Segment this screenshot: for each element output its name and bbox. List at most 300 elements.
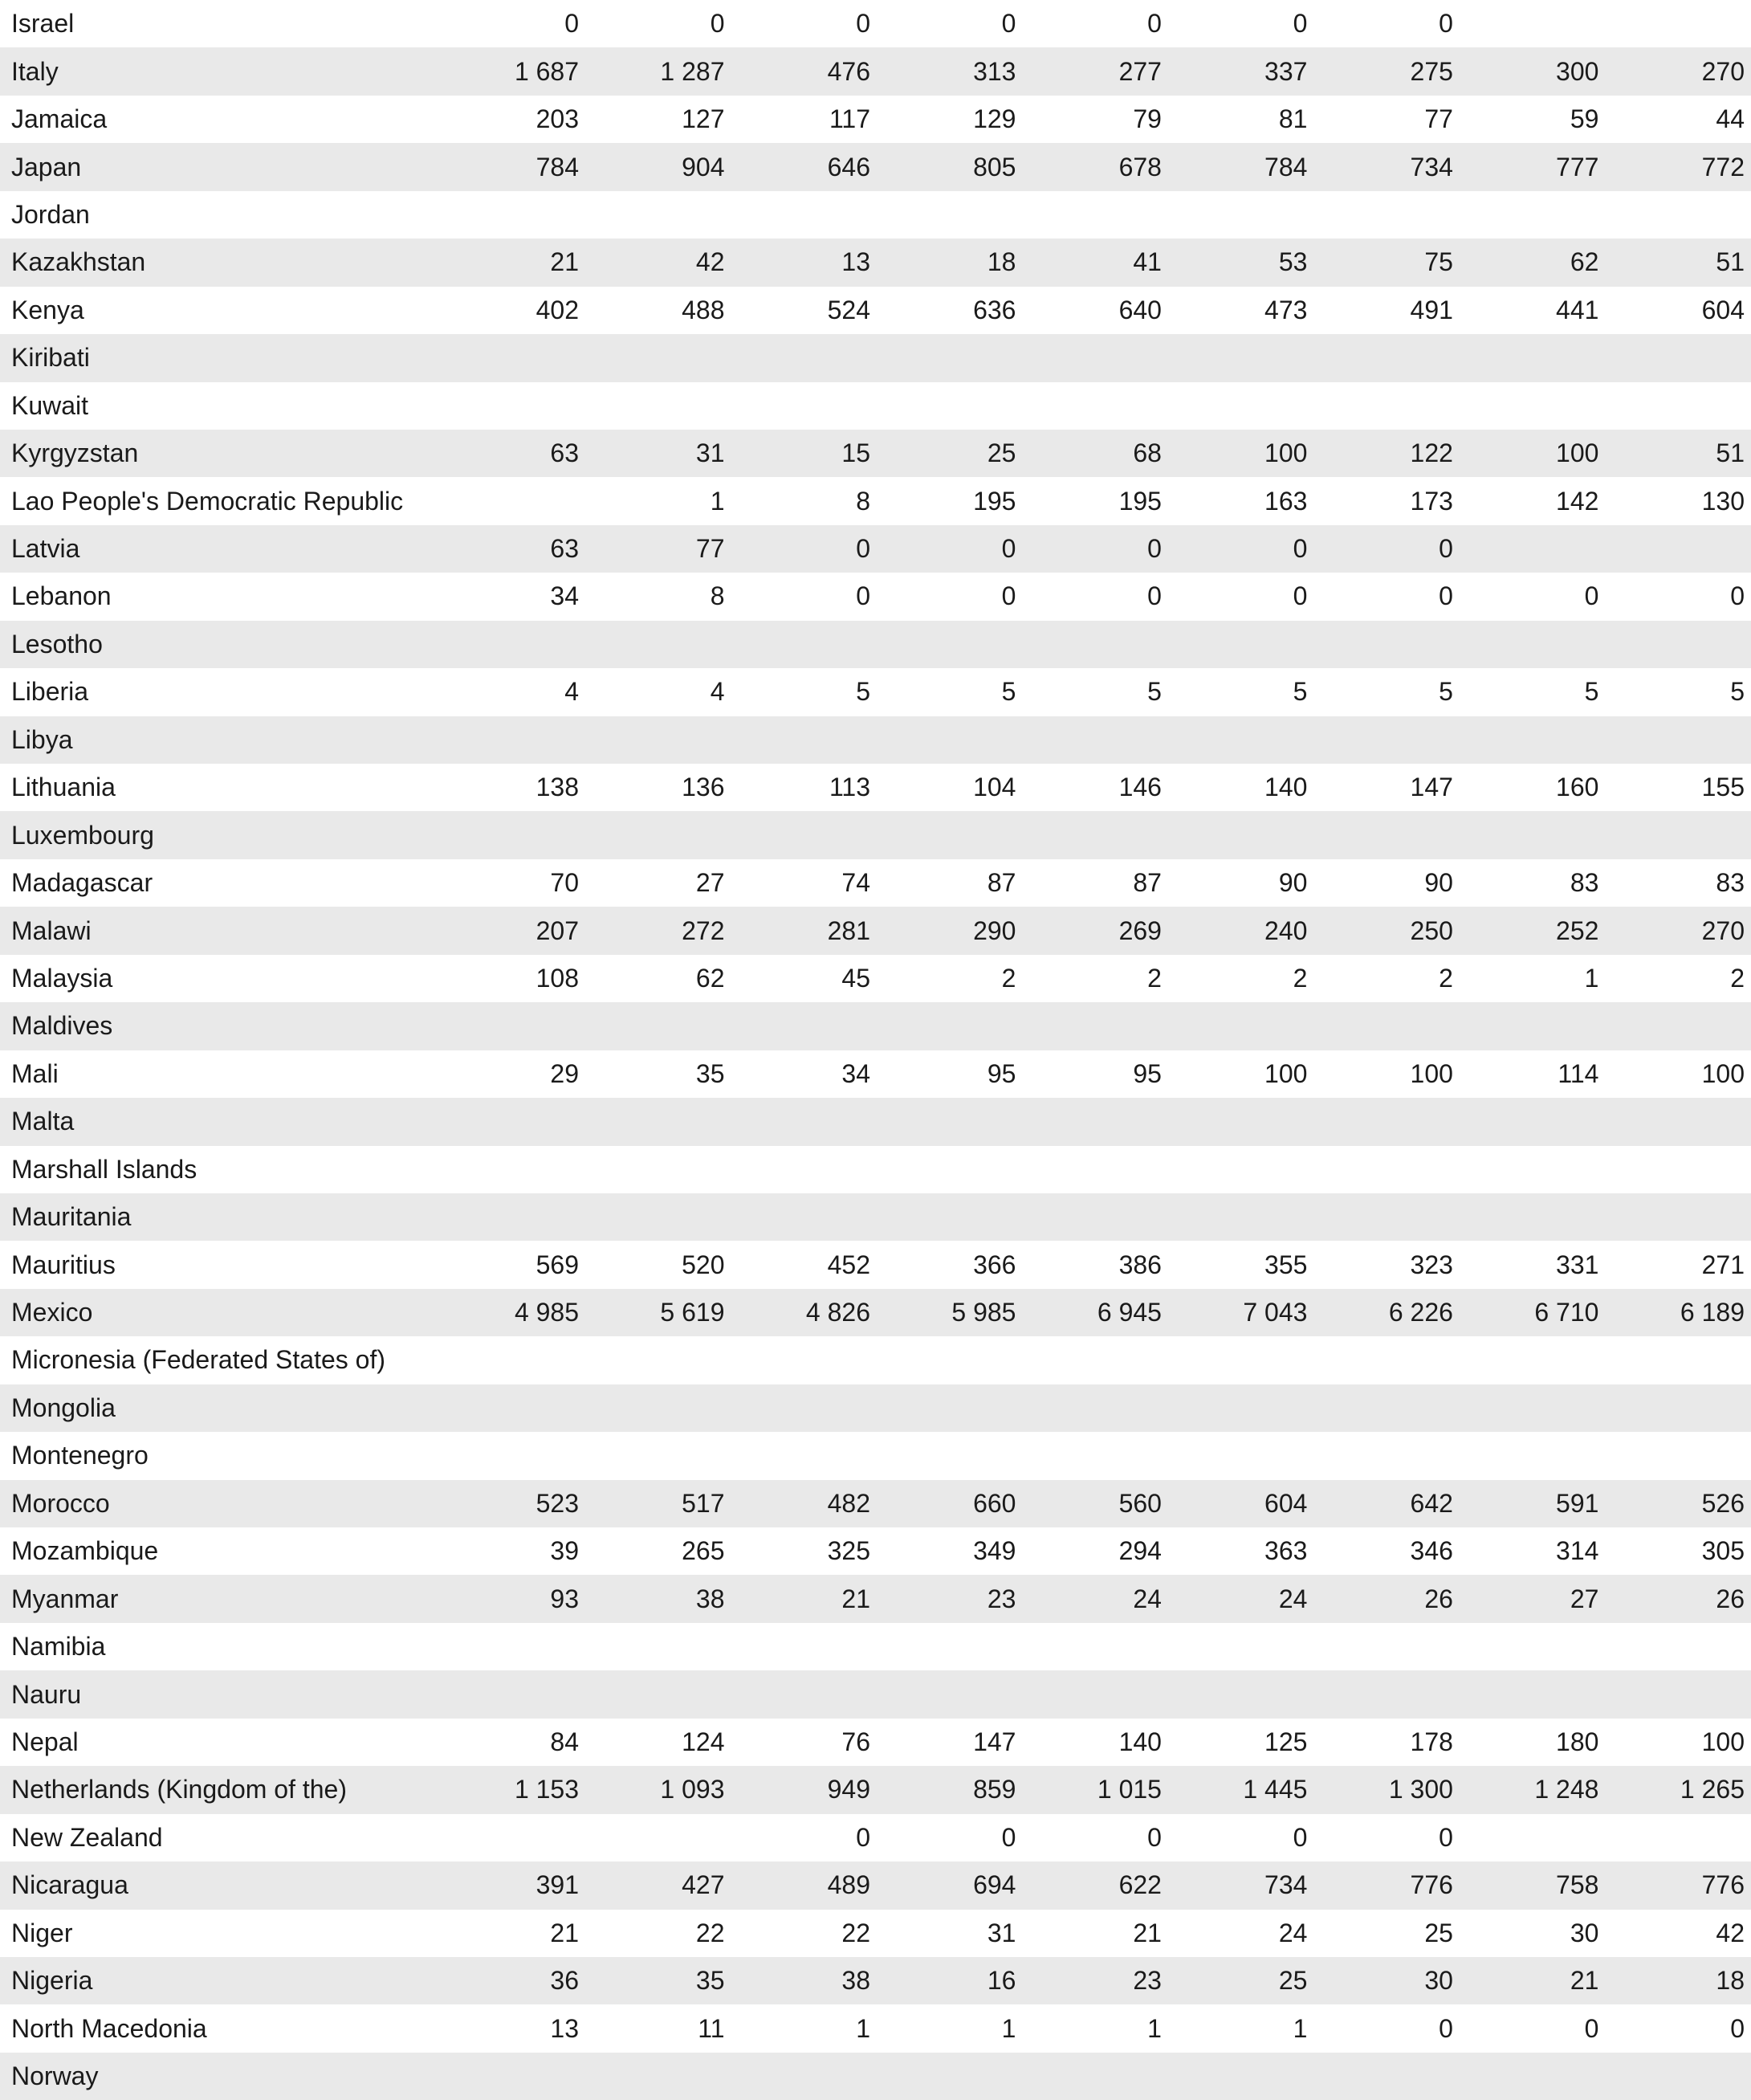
value-cell: 24 xyxy=(1278,1584,1308,1613)
value-cell: 0 xyxy=(1001,9,1016,39)
value-cell xyxy=(1022,1670,1167,1718)
value-cell: 180 xyxy=(1556,1727,1599,1756)
value-cell: 491 xyxy=(1410,295,1453,324)
value-cell: 271 xyxy=(1701,1250,1745,1279)
value-cell xyxy=(1605,1002,1751,1050)
value-cell: 240 xyxy=(1264,915,1308,945)
value-cell: 24 xyxy=(1133,1584,1162,1613)
value-cell: 136 xyxy=(682,773,725,802)
value-cell xyxy=(1313,621,1459,668)
value-cell xyxy=(1460,382,1605,430)
value-cell xyxy=(440,382,585,430)
table-row xyxy=(0,143,1751,190)
value-cell xyxy=(1605,2053,1751,2100)
country-cell: Nicaragua xyxy=(11,1870,128,1900)
table-row xyxy=(0,1002,1751,1050)
value-cell: 402 xyxy=(535,295,580,324)
value-cell: 63 xyxy=(550,438,580,468)
value-cell: 34 xyxy=(841,1058,870,1088)
value-cell xyxy=(1460,2053,1605,2100)
value-cell: 1 248 xyxy=(1534,1775,1599,1804)
value-cell: 30 xyxy=(1570,1918,1599,1947)
country-cell: Libya xyxy=(11,724,73,754)
country-cell: Malta xyxy=(11,1107,75,1136)
country-cell: Lebanon xyxy=(11,581,112,611)
table-row xyxy=(0,1480,1751,1527)
value-cell xyxy=(585,1098,731,1145)
table-row xyxy=(0,47,1751,95)
value-cell: 0 xyxy=(1147,581,1162,611)
table-row xyxy=(0,1670,1751,1718)
value-cell xyxy=(1022,1146,1167,1193)
value-cell: 6 226 xyxy=(1388,1298,1453,1327)
value-cell xyxy=(440,334,585,381)
value-cell: 77 xyxy=(1424,104,1453,134)
value-cell: 0 xyxy=(1439,2013,1453,2043)
table-row xyxy=(0,477,1751,524)
value-cell: 130 xyxy=(1701,486,1745,516)
value-cell xyxy=(1022,621,1167,668)
country-cell: Kiribati xyxy=(11,343,90,373)
country-cell: Latvia xyxy=(11,534,80,564)
country-cell: Liberia xyxy=(11,677,89,707)
value-cell: 18 xyxy=(1716,1966,1745,1996)
country-cell: Italy xyxy=(11,56,59,86)
value-cell: 100 xyxy=(1556,438,1599,468)
country-cell: Myanmar xyxy=(11,1584,119,1613)
value-cell: 81 xyxy=(1278,104,1308,134)
value-cell xyxy=(585,191,731,239)
value-cell: 68 xyxy=(1133,438,1162,468)
value-cell: 0 xyxy=(1439,534,1453,564)
value-cell: 355 xyxy=(1264,1250,1308,1279)
value-cell: 23 xyxy=(987,1584,1016,1613)
value-cell: 524 xyxy=(827,295,870,324)
value-cell: 13 xyxy=(550,2013,580,2043)
value-cell xyxy=(731,1432,877,1479)
value-cell xyxy=(1605,1623,1751,1670)
value-cell: 441 xyxy=(1556,295,1599,324)
value-cell: 294 xyxy=(1118,1536,1162,1566)
value-cell: 646 xyxy=(827,152,870,181)
table-row xyxy=(0,1289,1751,1336)
value-cell: 22 xyxy=(841,1918,870,1947)
value-cell: 21 xyxy=(841,1584,870,1613)
value-cell: 859 xyxy=(973,1775,1016,1804)
value-cell xyxy=(731,1623,877,1670)
value-cell: 108 xyxy=(535,963,580,993)
value-cell: 1 xyxy=(1001,2013,1016,2043)
value-cell xyxy=(1022,1336,1167,1384)
table-row xyxy=(0,1575,1751,1622)
value-cell xyxy=(1022,2053,1167,2100)
value-cell xyxy=(877,716,1022,764)
value-cell xyxy=(1460,1098,1605,1145)
value-cell xyxy=(585,334,731,381)
value-cell: 63 xyxy=(550,534,580,564)
table-row xyxy=(0,1146,1751,1193)
value-cell: 5 xyxy=(1001,677,1016,707)
value-cell: 636 xyxy=(973,295,1016,324)
value-cell: 4 xyxy=(710,677,725,707)
value-cell: 1 xyxy=(710,486,725,516)
value-cell: 386 xyxy=(1118,1250,1162,1279)
value-cell: 5 xyxy=(1147,677,1162,707)
value-cell: 51 xyxy=(1716,438,1745,468)
value-cell: 325 xyxy=(827,1536,870,1566)
value-cell: 0 xyxy=(1730,581,1745,611)
value-cell: 482 xyxy=(827,1488,870,1518)
country-cell: Israel xyxy=(11,9,75,39)
value-cell: 904 xyxy=(682,152,725,181)
value-cell xyxy=(1605,1814,1751,1861)
value-cell: 122 xyxy=(1410,438,1453,468)
value-cell xyxy=(1022,716,1167,764)
value-cell xyxy=(877,1432,1022,1479)
value-cell: 569 xyxy=(535,1250,580,1279)
value-cell xyxy=(585,1336,731,1384)
value-cell: 6 710 xyxy=(1534,1298,1599,1327)
value-cell: 604 xyxy=(1264,1488,1308,1518)
value-cell: 23 xyxy=(1133,1966,1162,1996)
value-cell: 2 xyxy=(1147,963,1162,993)
value-cell: 21 xyxy=(550,247,580,277)
value-cell: 75 xyxy=(1424,247,1453,277)
country-cell: Lao People's Democratic Republic xyxy=(11,486,404,516)
value-cell: 1 015 xyxy=(1097,1775,1162,1804)
value-cell: 160 xyxy=(1556,773,1599,802)
country-cell: Kazakhstan xyxy=(11,247,146,277)
value-cell: 0 xyxy=(1293,534,1308,564)
value-cell xyxy=(585,811,731,858)
value-cell: 604 xyxy=(1701,295,1745,324)
table-row xyxy=(0,334,1751,381)
value-cell xyxy=(877,1670,1022,1718)
value-cell: 0 xyxy=(1584,2013,1599,2043)
value-cell: 0 xyxy=(1293,9,1308,39)
value-cell xyxy=(440,1193,585,1241)
value-cell: 0 xyxy=(710,9,725,39)
value-cell: 35 xyxy=(695,1058,725,1088)
value-cell: 90 xyxy=(1424,868,1453,898)
table-row xyxy=(0,955,1751,1002)
value-cell: 776 xyxy=(1701,1870,1745,1900)
value-cell: 5 619 xyxy=(660,1298,725,1327)
value-cell xyxy=(1168,1384,1313,1432)
value-cell: 305 xyxy=(1701,1536,1745,1566)
table-row xyxy=(0,1861,1751,1909)
value-cell xyxy=(1460,334,1605,381)
value-cell xyxy=(731,1193,877,1241)
value-cell xyxy=(1313,1623,1459,1670)
value-cell xyxy=(440,477,585,524)
value-cell: 473 xyxy=(1264,295,1308,324)
table-row xyxy=(0,96,1751,143)
value-cell: 2 xyxy=(1293,963,1308,993)
value-cell xyxy=(1022,811,1167,858)
value-cell xyxy=(1605,1146,1751,1193)
country-cell: Netherlands (Kingdom of the) xyxy=(11,1775,347,1804)
value-cell: 6 945 xyxy=(1097,1298,1162,1327)
value-cell xyxy=(731,716,877,764)
value-cell: 125 xyxy=(1264,1727,1308,1756)
value-cell: 87 xyxy=(1133,868,1162,898)
value-cell: 62 xyxy=(1570,247,1599,277)
value-cell xyxy=(1313,1098,1459,1145)
value-cell xyxy=(731,1336,877,1384)
table-row xyxy=(0,1910,1751,1957)
value-cell xyxy=(1313,1670,1459,1718)
value-cell xyxy=(731,191,877,239)
table-row xyxy=(0,811,1751,858)
value-cell: 5 xyxy=(1293,677,1308,707)
value-cell: 24 xyxy=(1278,1918,1308,1947)
value-cell xyxy=(731,811,877,858)
table-row xyxy=(0,668,1751,716)
value-cell xyxy=(440,1098,585,1145)
table-row xyxy=(0,382,1751,430)
value-cell: 391 xyxy=(535,1870,580,1900)
value-cell: 83 xyxy=(1716,868,1745,898)
value-cell: 31 xyxy=(987,1918,1016,1947)
value-cell: 784 xyxy=(1264,152,1308,181)
country-cell: Jordan xyxy=(11,199,90,229)
value-cell: 83 xyxy=(1570,868,1599,898)
value-cell: 366 xyxy=(973,1250,1016,1279)
value-cell: 84 xyxy=(550,1727,580,1756)
value-cell: 114 xyxy=(1558,1058,1599,1088)
value-cell xyxy=(1460,191,1605,239)
value-cell: 34 xyxy=(550,581,580,611)
value-cell: 591 xyxy=(1556,1488,1599,1518)
value-cell xyxy=(1460,716,1605,764)
value-cell: 26 xyxy=(1424,1584,1453,1613)
table-row xyxy=(0,1814,1751,1861)
country-cell: Nepal xyxy=(11,1727,79,1756)
value-cell: 155 xyxy=(1701,773,1745,802)
value-cell: 269 xyxy=(1118,915,1162,945)
value-cell: 124 xyxy=(682,1727,725,1756)
value-cell xyxy=(440,1384,585,1432)
value-cell: 95 xyxy=(987,1058,1016,1088)
value-cell xyxy=(1460,1384,1605,1432)
value-cell: 0 xyxy=(1147,1822,1162,1852)
value-cell xyxy=(877,1336,1022,1384)
table-row xyxy=(0,2004,1751,2052)
value-cell: 100 xyxy=(1264,1058,1308,1088)
value-cell xyxy=(877,382,1022,430)
value-cell: 520 xyxy=(682,1250,725,1279)
value-cell: 22 xyxy=(695,1918,725,1947)
value-cell xyxy=(585,716,731,764)
value-cell: 640 xyxy=(1118,295,1162,324)
value-cell xyxy=(1168,191,1313,239)
value-cell: 16 xyxy=(987,1966,1016,1996)
value-cell: 1 xyxy=(1147,2013,1162,2043)
value-cell xyxy=(440,811,585,858)
value-cell xyxy=(1460,1670,1605,1718)
value-cell: 1 xyxy=(1293,2013,1308,2043)
value-cell xyxy=(1313,811,1459,858)
value-cell: 331 xyxy=(1556,1250,1599,1279)
value-cell xyxy=(585,1002,731,1050)
value-cell xyxy=(1605,1336,1751,1384)
value-cell: 1 445 xyxy=(1243,1775,1308,1804)
value-cell: 4 985 xyxy=(514,1298,580,1327)
value-cell: 79 xyxy=(1133,104,1162,134)
table-row xyxy=(0,239,1751,286)
value-cell xyxy=(1460,811,1605,858)
value-cell: 272 xyxy=(682,915,725,945)
value-cell: 21 xyxy=(1133,1918,1162,1947)
value-cell: 0 xyxy=(856,534,870,564)
value-cell: 31 xyxy=(695,438,725,468)
value-cell: 117 xyxy=(829,104,870,134)
value-cell: 1 xyxy=(1584,963,1599,993)
value-cell xyxy=(1168,334,1313,381)
value-cell: 21 xyxy=(550,1918,580,1947)
value-cell: 0 xyxy=(564,9,580,39)
value-cell xyxy=(731,1384,877,1432)
value-cell: 0 xyxy=(1293,581,1308,611)
value-cell xyxy=(1460,1623,1605,1670)
table-row xyxy=(0,0,1751,47)
value-cell: 15 xyxy=(841,438,870,468)
value-cell: 25 xyxy=(1278,1966,1308,1996)
value-cell xyxy=(1460,1336,1605,1384)
value-cell xyxy=(1168,621,1313,668)
country-cell: Mexico xyxy=(11,1298,93,1327)
country-cell: Nauru xyxy=(11,1679,82,1709)
value-cell: 62 xyxy=(695,963,725,993)
value-cell: 2 xyxy=(1439,963,1453,993)
value-cell xyxy=(1168,382,1313,430)
value-cell: 0 xyxy=(1439,9,1453,39)
value-cell xyxy=(1313,1336,1459,1384)
value-cell: 45 xyxy=(841,963,870,993)
value-cell: 0 xyxy=(1147,534,1162,564)
value-cell: 113 xyxy=(829,773,870,802)
value-cell: 100 xyxy=(1410,1058,1453,1088)
value-cell xyxy=(731,621,877,668)
value-cell: 104 xyxy=(973,773,1016,802)
value-cell: 0 xyxy=(1293,1822,1308,1852)
value-cell: 53 xyxy=(1278,247,1308,277)
country-cell: Nigeria xyxy=(11,1966,93,1996)
value-cell xyxy=(440,191,585,239)
table-row xyxy=(0,1957,1751,2004)
value-cell: 51 xyxy=(1716,247,1745,277)
value-cell: 39 xyxy=(550,1536,580,1566)
value-cell: 207 xyxy=(535,915,580,945)
value-cell: 346 xyxy=(1410,1536,1453,1566)
value-cell xyxy=(440,1670,585,1718)
value-cell xyxy=(877,1193,1022,1241)
value-cell: 29 xyxy=(550,1058,580,1088)
value-cell: 87 xyxy=(987,868,1016,898)
value-cell: 203 xyxy=(535,104,580,134)
value-cell xyxy=(1460,1146,1605,1193)
table-row xyxy=(0,573,1751,620)
value-cell xyxy=(1168,716,1313,764)
table-row xyxy=(0,907,1751,954)
value-cell: 36 xyxy=(550,1966,580,1996)
value-cell: 59 xyxy=(1570,104,1599,134)
value-cell: 4 xyxy=(564,677,580,707)
value-cell: 488 xyxy=(682,295,725,324)
value-cell xyxy=(1605,1384,1751,1432)
value-cell: 35 xyxy=(695,1966,725,1996)
value-cell xyxy=(877,1384,1022,1432)
country-cell: Niger xyxy=(11,1918,73,1947)
value-cell: 949 xyxy=(827,1775,870,1804)
value-cell xyxy=(585,2053,731,2100)
value-cell xyxy=(585,1432,731,1479)
value-cell xyxy=(731,2053,877,2100)
country-cell: Maldives xyxy=(11,1011,113,1041)
value-cell: 140 xyxy=(1118,1727,1162,1756)
value-cell: 1 265 xyxy=(1680,1775,1745,1804)
table-row xyxy=(0,859,1751,907)
table-row xyxy=(0,1241,1751,1288)
value-cell: 76 xyxy=(841,1727,870,1756)
value-cell: 0 xyxy=(1584,581,1599,611)
value-cell: 27 xyxy=(695,868,725,898)
value-cell xyxy=(1168,1623,1313,1670)
value-cell xyxy=(1168,811,1313,858)
value-cell xyxy=(585,1146,731,1193)
value-cell: 776 xyxy=(1410,1870,1453,1900)
value-cell: 195 xyxy=(973,486,1016,516)
country-cell: Lithuania xyxy=(11,773,116,802)
value-cell xyxy=(1168,1670,1313,1718)
value-cell: 660 xyxy=(973,1488,1016,1518)
value-cell: 805 xyxy=(973,152,1016,181)
value-cell xyxy=(1022,191,1167,239)
value-cell: 0 xyxy=(856,9,870,39)
value-cell xyxy=(1460,621,1605,668)
table-row xyxy=(0,1098,1751,1145)
value-cell xyxy=(1605,0,1751,47)
value-cell: 265 xyxy=(682,1536,725,1566)
value-cell xyxy=(1168,2053,1313,2100)
value-cell xyxy=(440,716,585,764)
value-cell xyxy=(1605,1670,1751,1718)
value-cell: 290 xyxy=(973,915,1016,945)
value-cell: 100 xyxy=(1701,1727,1745,1756)
value-cell xyxy=(440,2053,585,2100)
value-cell: 146 xyxy=(1118,773,1162,802)
value-cell xyxy=(585,1384,731,1432)
value-cell xyxy=(1168,1146,1313,1193)
value-cell: 734 xyxy=(1410,152,1453,181)
value-cell: 70 xyxy=(550,868,580,898)
value-cell xyxy=(731,1670,877,1718)
value-cell xyxy=(440,621,585,668)
country-cell: Mauritius xyxy=(11,1250,116,1279)
value-cell xyxy=(440,1814,585,1861)
table-row xyxy=(0,1432,1751,1479)
value-cell xyxy=(1605,1098,1751,1145)
value-cell xyxy=(1168,1002,1313,1050)
value-cell xyxy=(1313,382,1459,430)
value-cell: 8 xyxy=(710,581,725,611)
table-row xyxy=(0,191,1751,239)
value-cell: 758 xyxy=(1556,1870,1599,1900)
country-cell: Micronesia (Federated States of) xyxy=(11,1345,385,1375)
value-cell: 270 xyxy=(1701,56,1745,86)
country-cell: Mauritania xyxy=(11,1202,132,1232)
